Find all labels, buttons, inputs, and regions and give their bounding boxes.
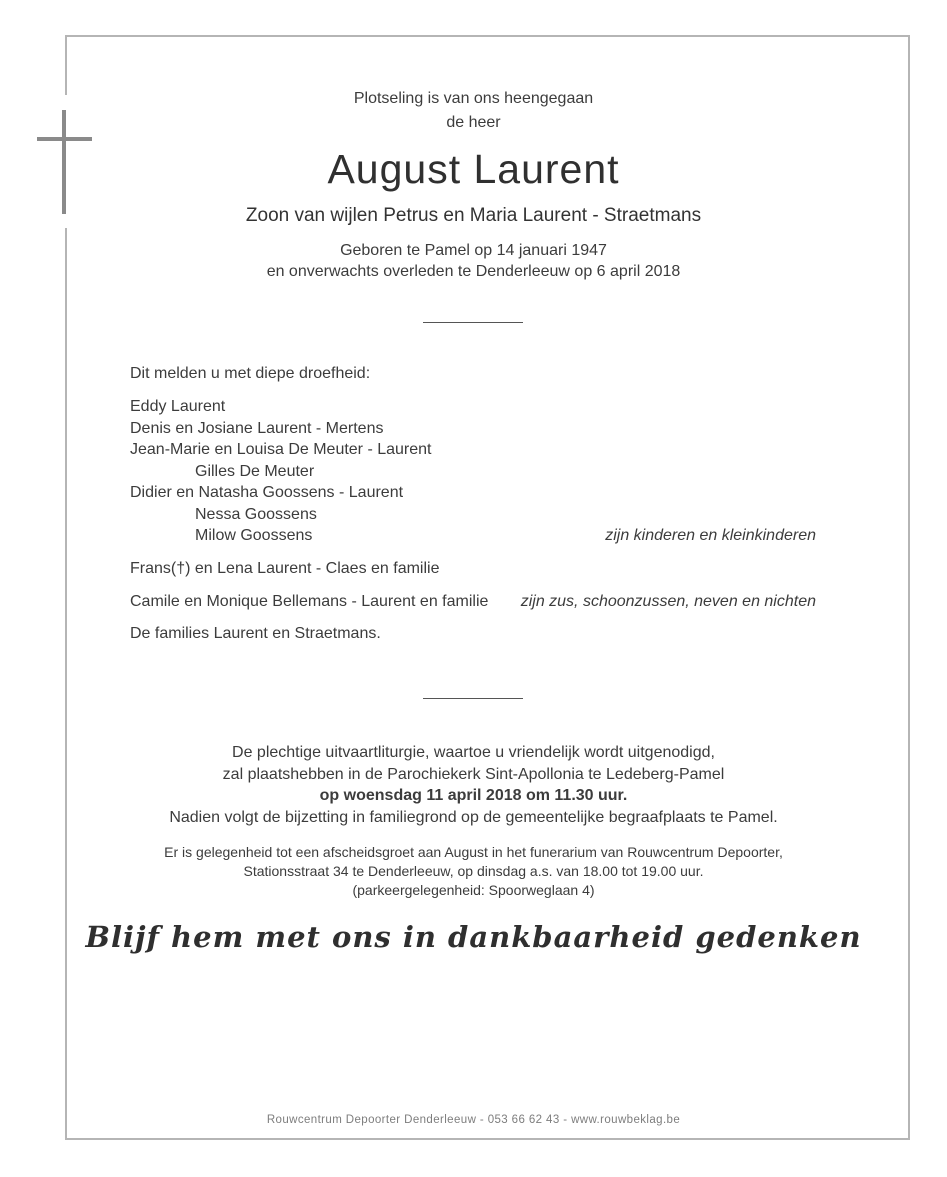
- children-note: zijn kinderen en kleinkinderen: [605, 527, 816, 544]
- family-member-line: Denis en Josiane Laurent - Mertens: [130, 419, 384, 437]
- service-line-2: zal plaatshebben in de Parochiekerk Sint-Apollonia te Ledeberg-Pamel: [222, 766, 725, 783]
- families-line: De families Laurent en Straetmans.: [130, 625, 381, 642]
- funeral-home-footer: Rouwcentrum Depoorter Denderleeuw - 053 66 62 43 - www.rouwbeklag.be: [266, 1114, 681, 1126]
- family-member-line: Milow Goossens: [195, 527, 313, 544]
- relatives-note: zijn zus, schoonzussen, neven en nichten: [520, 593, 816, 610]
- family-member-line: Jean-Marie en Louisa De Meuter - Laurent: [130, 441, 432, 458]
- card-border-frame: [65, 35, 910, 1140]
- closing-script-line: Blijf hem met ons in dankbaarheid gedenken: [85, 920, 862, 954]
- intro-line-2: de heer: [446, 114, 501, 131]
- family-children-list: [130, 396, 432, 547]
- family-member-line: Gilles De Meuter: [195, 462, 315, 480]
- family-member-line: Didier en Natasha Goossens - Laurent: [130, 484, 404, 501]
- family-member-line: Eddy Laurent: [130, 398, 226, 415]
- service-line-1: De plechtige uitvaartliturgie, waartoe u vriendelijk wordt uitgenodigd,: [232, 744, 715, 761]
- service-date-line: op woensdag 11 april 2018 om 11.30 uur.: [319, 787, 628, 804]
- birth-line: Geboren te Pamel op 14 januari 1947: [340, 242, 607, 259]
- visitation-line-3: (parkeergelegenheid: Spoorweglaan 4): [352, 882, 595, 898]
- parents-subtitle: Zoon van wijlen Petrus en Maria Laurent - Straetmans: [245, 205, 702, 226]
- cross-icon-arm: [37, 137, 92, 141]
- divider-top: [423, 322, 523, 323]
- divider-bottom: [423, 698, 523, 699]
- intro-line-1: Plotseling is van ons heengegaan: [353, 90, 594, 107]
- death-line: en onverwachts overleden te Denderleeuw op 6 april 2018: [266, 263, 681, 280]
- announcement-intro: Dit melden u met diepe droefheid:: [130, 365, 371, 382]
- family-line-brother: Frans(†) en Lena Laurent - Claes en familie: [130, 560, 440, 577]
- service-line-4: Nadien volgt de bijzetting in familiegrond op de gemeentelijke begraafplaats te Pamel.: [169, 809, 778, 826]
- family-member-line: Nessa Goossens: [195, 505, 317, 523]
- family-line-sister: Camile en Monique Bellemans - Laurent en familie: [130, 593, 489, 610]
- visitation-line-1: Er is gelegenheid tot een afscheidsgroet aan August in het funerarium van Rouwcentrum Depoorter,: [164, 844, 783, 860]
- deceased-name: August Laurent: [327, 146, 620, 192]
- visitation-line-2: Stationsstraat 34 te Denderleeuw, op dinsdag a.s. van 18.00 tot 19.00 uur.: [243, 863, 704, 879]
